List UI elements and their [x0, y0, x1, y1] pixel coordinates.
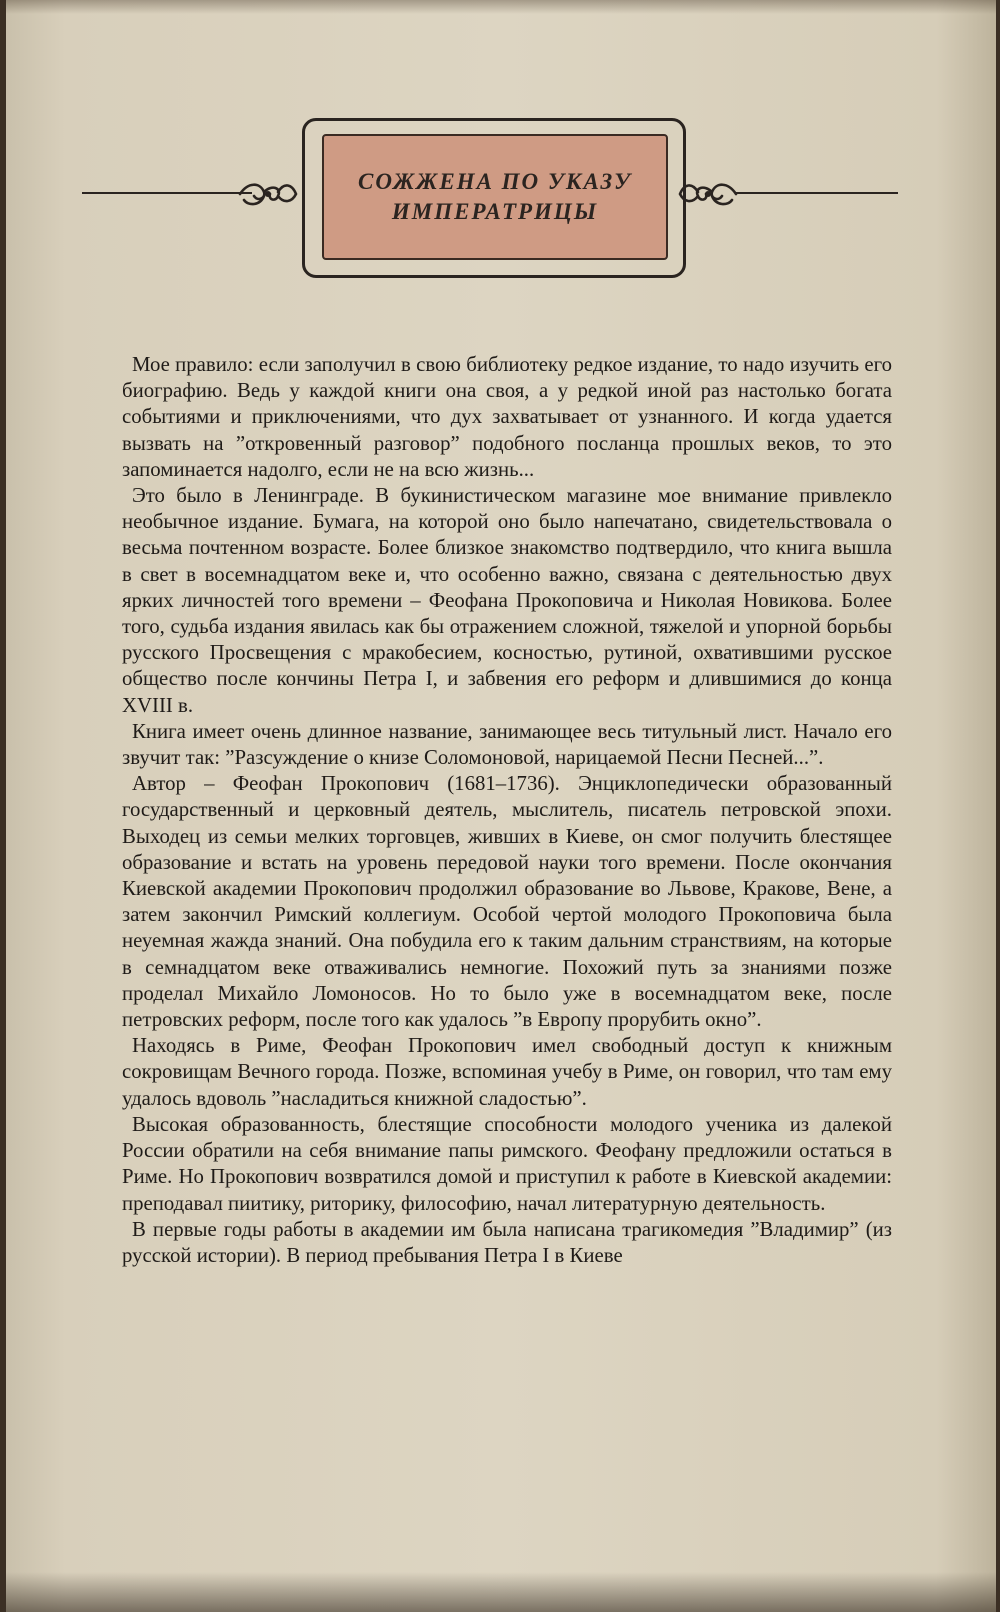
paragraph-3: Книга имеет очень длинное название, занимающее весь титульный лист. Начало его звучит так: ”Разсуждение о книзе Соломоновой, нарицаемой Песни Песней...”. — [122, 719, 892, 770]
paragraph-5: Находясь в Риме, Феофан Прокопович имел свободный доступ к книжным сокровищам Вечного города. Позже, вспоминая учебу в Риме, он говорил, что там ему удалось вдоволь ”насладиться книжной сладостью”. — [122, 1034, 892, 1110]
body-text — [122, 352, 892, 1269]
paragraph-6: Высокая образованность, блестящие способности молодого ученика из далекой России обратили на себя внимание папы римского. Феофану предложили остаться в Риме. Но Прокопович возвратился домой и приступил к работе в Киевской академии: преподавал пиитику, риторику, философию, начал литературную деятельность. — [122, 1112, 892, 1215]
title-plate — [322, 134, 668, 260]
page-bottom-shadow — [6, 1572, 996, 1612]
page-top-shadow — [6, 0, 996, 14]
left-ornament-icon — [238, 174, 298, 214]
right-ornament-icon — [678, 174, 738, 214]
paragraph-4: Автор – Феофан Прокопович (1681–1736). Энциклопедически образованный государственный и церковный деятель, мыслитель, писатель петровской эпохи. Выходец из семьи мелких торговцев, живших в Киеве, он смог получить блестящее образование и встать на уровень передовой науки того времени. После окончания Киевской академии Прокопович продолжил образование во Львове, Кракове, Вене, а затем закончил Римский коллегиум. Особой чертой молодого Прокоповича была неуемная жажда знаний. Она побудила его к таким дальним странствиям, на которые в семнадцатом веке отваживались немногие. Похожий путь за знаниями позже проделал Михайло Ломоносов. Но то было уже в восемнадцатом веке, после петровских реформ, после того как удалось ”в Европу прорубить окно”. — [122, 772, 892, 1032]
paragraph-1: Мое правило: если заполучил в свою библиотеку редкое издание, то надо изучить его биографию. Ведь у каждой книги она своя, а у редкой иной раз настолько богата событиями и приключениями, что дух захватывает от узнанного. И когда удается вызвать на ”откровенный разговор” подобного посланца прошлых веков, то это запоминается надолго, если не на всю жизнь... — [122, 353, 892, 481]
chapter-title-line-2: ИМПЕРАТРИЦЫ — [391, 199, 599, 224]
paragraph-7: В первые годы работы в академии им была написана трагикомедия ”Владимир” (из русской истории). В период пребывания Петра I в Киеве — [122, 1217, 892, 1267]
left-rule — [82, 192, 252, 194]
paragraph-2: Это было в Ленинграде. В букинистическом магазине мое внимание привлекло необычное издание. Бумага, на которой оно было напечатано, свидетельствовала о весьма почтенном возрасте. Более близкое знакомство подтвердило, что книга вышла в свет в восемнадцатом веке и, что особенно важно, связана с деятельностью двух ярких личностей того времени – Феофана Прокоповича и Николая Новикова. Более того, судьба издания явилась как бы отражением сложной, тяжелой и упорной борьбы русского Просвещения с мракобесием, косностью, рутиной, охватившими русское общество после кончины Петра I, и забвения его реформ и длившимися до конца XVIII в. — [122, 484, 892, 717]
right-rule — [736, 192, 898, 194]
chapter-title-line-1: СОЖЖЕНА ПО УКАЗУ — [358, 169, 632, 194]
chapter-header — [6, 110, 996, 300]
book-page — [6, 0, 996, 1612]
